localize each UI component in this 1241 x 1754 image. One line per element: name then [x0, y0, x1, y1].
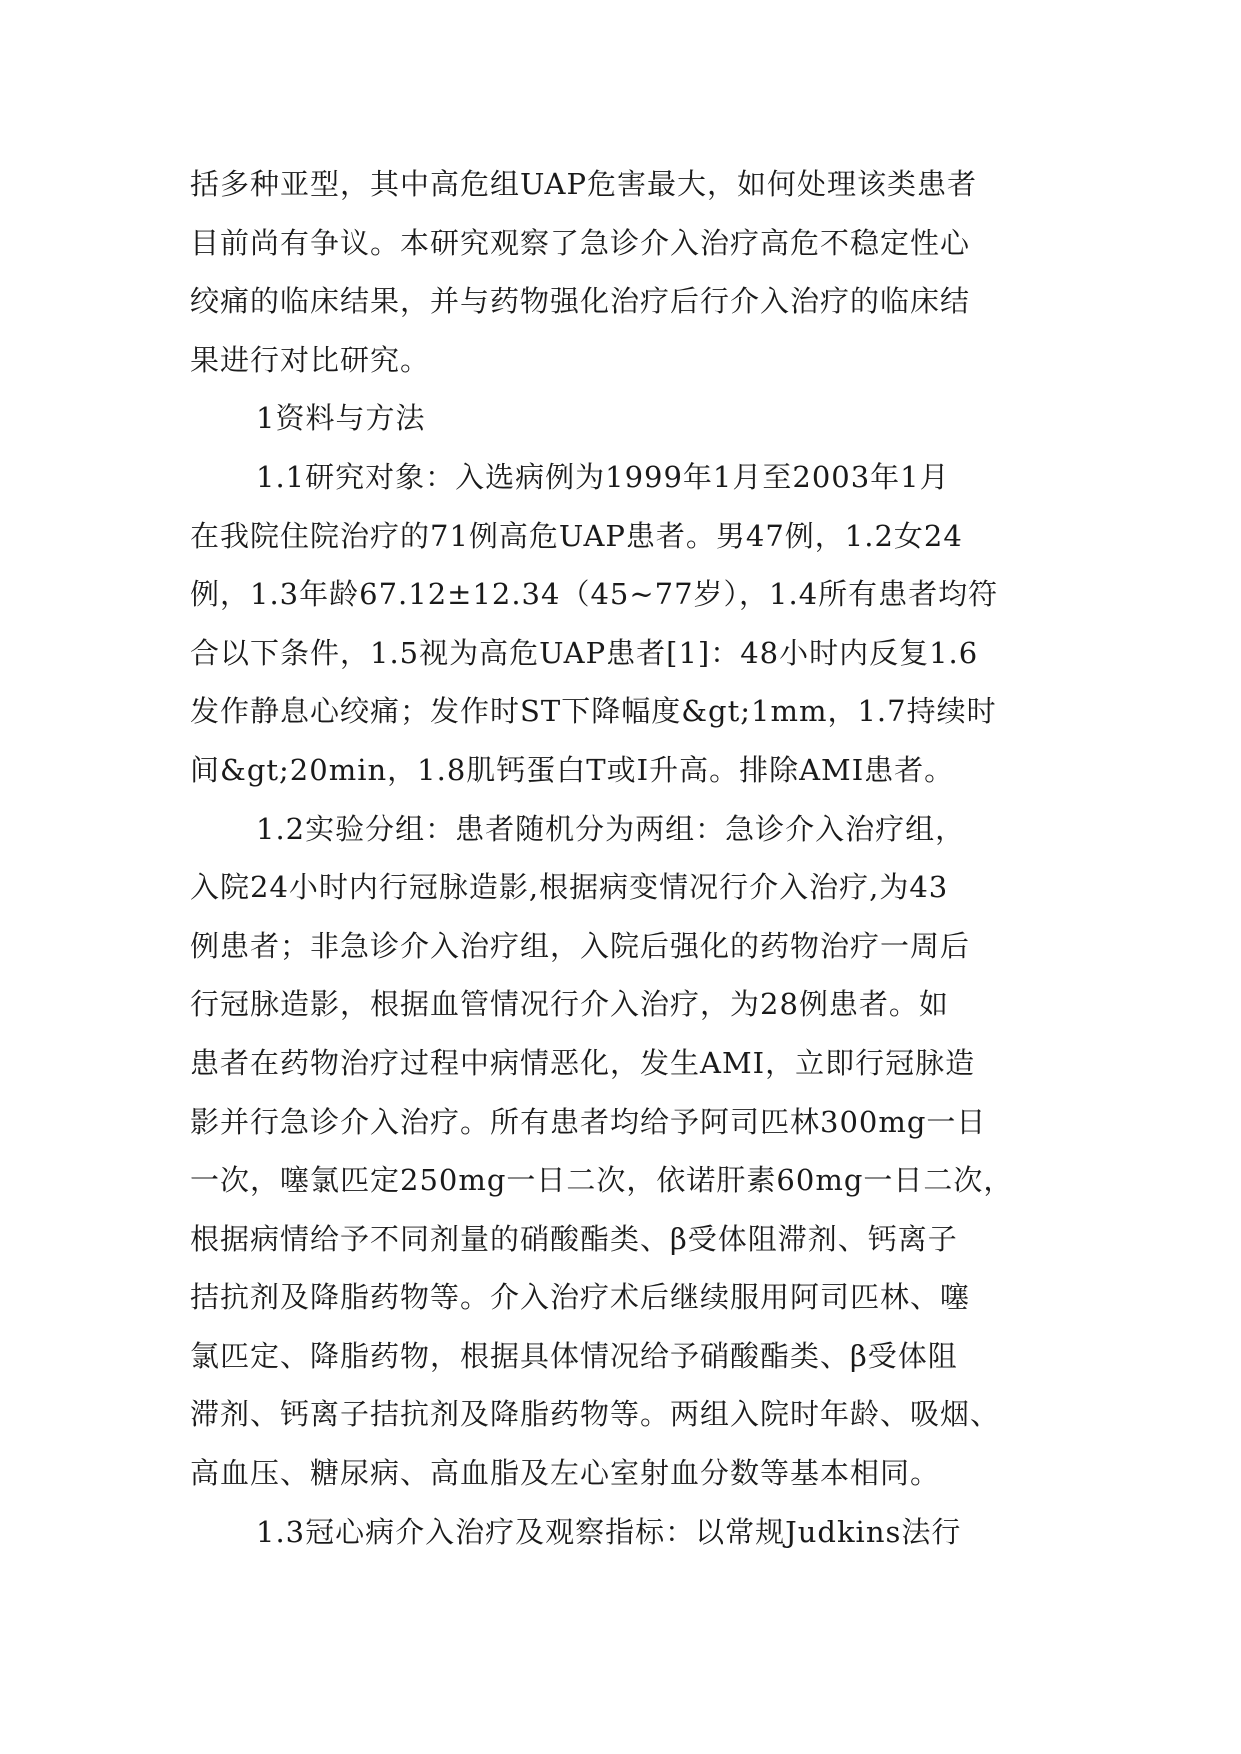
text-line: 例，1.3年龄67.12±12.34（45~77岁），1.4所有患者均符	[190, 577, 999, 612]
text-line: 1.3冠心病介入治疗及观察指标：以常规Judkins法行	[256, 1514, 962, 1549]
text-line: 根据病情给予不同剂量的硝酸酯类、β受体阻滞剂、钙离子	[190, 1221, 958, 1256]
text-line: 发作静息心绞痛；发作时ST下降幅度&gt;1mm，1.7持续时	[190, 694, 997, 729]
text-line: 患者在药物治疗过程中病情恶化，发生AMI，立即行冠脉造	[190, 1045, 976, 1080]
text-line: 在我院住院治疗的71例高危UAP患者。男47例，1.2女24	[190, 518, 963, 553]
text-line: 氯匹定、降脂药物，根据具体情况给予硝酸酯类、β受体阻	[190, 1338, 958, 1373]
text-line: 拮抗剂及降脂药物等。介入治疗术后继续服用阿司匹林、噻	[190, 1280, 971, 1315]
text-line: 1.1研究对象：入选病例为1999年1月至2003年1月	[256, 459, 950, 494]
text-line: 括多种亚型，其中高危组UAP危害最大，如何处理该类患者	[190, 167, 978, 201]
text-line: 合以下条件，1.5视为高危UAP患者[1]：48小时内反复1.6	[190, 635, 979, 670]
text-line: 间&gt;20min，1.8肌钙蛋白T或I升高。排除AMI患者。	[190, 752, 955, 787]
text-line: 绞痛的临床结果，并与药物强化治疗后行介入治疗的临床结	[190, 284, 971, 319]
text-line: 高血压、糖尿病、高血脂及左心室射血分数等基本相同。	[190, 1456, 941, 1491]
text-line: 入院24小时内行冠脉造影,根据病变情况行介入治疗,为43	[190, 870, 949, 905]
text-line: 行冠脉造影，根据血管情况行介入治疗，为28例患者。如	[190, 987, 949, 1022]
text-line: 滞剂、钙离子拮抗剂及降脂药物等。两组入院时年龄、吸烟、	[190, 1397, 1001, 1432]
body-text	[190, 155, 1065, 1561]
text-line: 果进行对比研究。	[190, 342, 431, 377]
text-line: 目前尚有争议。本研究观察了急诊介入治疗高危不稳定性心	[190, 225, 971, 260]
text-line: 1.2实验分组：患者随机分为两组：急诊介入治疗组，	[256, 811, 966, 846]
text-line: 一次，噻氯匹定250mg一日二次，依诺肝素60mg一日二次，	[190, 1163, 1014, 1198]
text-line: 1资料与方法	[256, 401, 426, 436]
text-line: 影并行急诊介入治疗。所有患者均给予阿司匹林300mg一日	[190, 1104, 987, 1139]
text-line: 例患者；非急诊介入治疗组，入院后强化的药物治疗一周后	[190, 928, 971, 963]
